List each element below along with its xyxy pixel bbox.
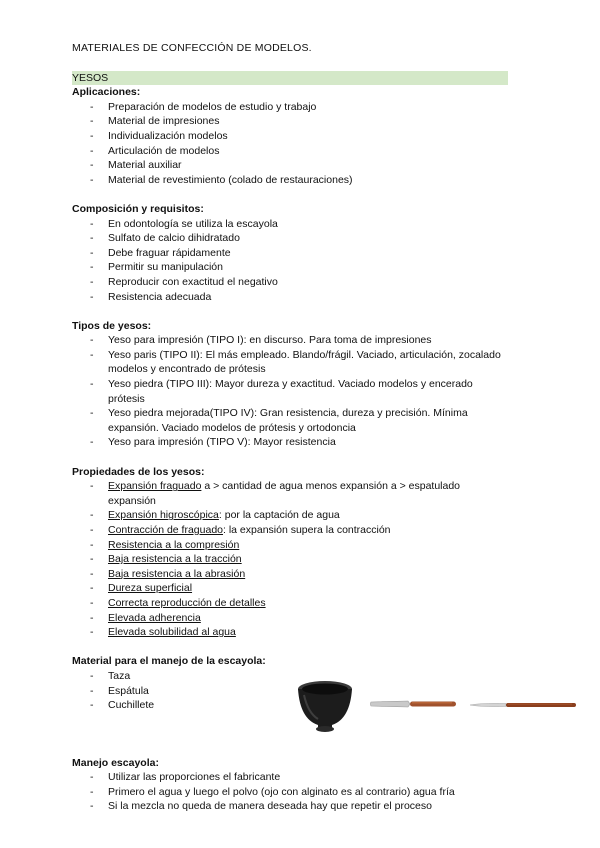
heading-aplicaciones: Aplicaciones: — [72, 86, 141, 99]
list-item: - Debe fraguar rápidamente — [72, 246, 508, 261]
list-item — [72, 581, 508, 596]
property-term: Expansión higroscópica — [108, 509, 219, 522]
rubber-bowl-image — [296, 679, 354, 733]
list-item: - Articulación de modelos — [72, 144, 508, 159]
list-item: - Si la mezcla no queda de manera deseada hay que repetir el proceso — [72, 799, 508, 814]
list-item: - Permitir su manipulación — [72, 260, 508, 275]
list-item — [72, 625, 508, 640]
list-composicion — [72, 217, 508, 305]
heading-tipos: Tipos de yesos: — [72, 319, 152, 332]
section-aplicaciones — [72, 85, 508, 187]
list-item: - Sulfato de calcio dihidratado — [72, 231, 508, 246]
property-term: Contracción de fraguado — [108, 524, 223, 536]
list-aplicaciones — [72, 100, 508, 188]
heading-material: Material para el manejo de la escayola: — [72, 655, 266, 668]
property-detail: a > cantidad de agua menos expansión a > espatulado expansión — [108, 480, 461, 507]
list-item: - Yeso piedra (TIPO III): Mayor dureza y exactitud. Vaciado modelos y encerado prótesis — [72, 377, 508, 406]
section-banner-yesos: YESOS — [72, 71, 508, 86]
list-item — [72, 479, 508, 508]
list-item: - Primero el agua y luego el polvo (ojo con alginato es al contrario) agua fría — [72, 785, 508, 800]
list-item — [72, 567, 508, 582]
property-term: Baja resistencia a la tracción — [108, 553, 242, 566]
spatula-image — [370, 699, 458, 709]
section-manejo — [72, 756, 508, 814]
list-item: - Yeso para impresión (TIPO V): Mayor resistencia — [72, 435, 508, 450]
list-item: - Preparación de modelos de estudio y trabajo — [72, 100, 508, 115]
heading-composicion: Composición y requisitos: — [72, 202, 204, 215]
section-propiedades — [72, 465, 508, 640]
list-item: - Cuchillete — [72, 698, 508, 713]
property-term: Resistencia a la compresión — [108, 538, 240, 551]
list-item: - Yeso piedra mejorada(TIPO IV): Gran resistencia, dureza y precisión. Mínima expansión. Vaciado modelos de prótesis y ortodoncia — [72, 406, 508, 435]
document-page — [72, 41, 508, 829]
list-propiedades — [72, 479, 508, 640]
list-item — [72, 611, 508, 626]
list-manejo — [72, 770, 508, 814]
list-item: - Yeso paris (TIPO II): El más empleado. Blando/frágil. Vaciado, articulación, zocalado modelos y encontrado de prótesis — [72, 348, 508, 377]
section-tipos — [72, 319, 508, 450]
heading-manejo: Manejo escayola: — [72, 756, 159, 769]
list-item — [72, 596, 508, 611]
property-detail: : por la captación de agua — [218, 509, 340, 522]
document-title: MATERIALES DE CONFECCIÓN DE MODELOS. — [72, 42, 312, 54]
list-item: - Espátula — [72, 684, 508, 699]
section-material — [72, 654, 508, 741]
list-item: - En odontología se utiliza la escayola — [72, 217, 508, 232]
list-item: - Resistencia adecuada — [72, 290, 508, 305]
list-item — [72, 538, 508, 553]
list-item: - Material de revestimiento (colado de restauraciones) — [72, 173, 508, 188]
list-item: - Material de impresiones — [72, 114, 508, 129]
heading-propiedades: Propiedades de los yesos: — [72, 465, 205, 478]
list-item: - Individualización modelos — [72, 129, 508, 144]
property-term: Elevada adherencia — [108, 611, 201, 624]
property-term: Expansión fraguado — [108, 480, 202, 493]
list-item: - Reproducir con exactitud el negativo — [72, 275, 508, 290]
property-term: Elevada solubilidad al agua — [108, 626, 236, 639]
property-term: Dureza superficial — [108, 582, 193, 595]
list-item: - Taza — [72, 669, 508, 684]
list-item — [72, 552, 508, 567]
list-item: - Material auxiliar — [72, 158, 508, 173]
property-detail: : la expansión supera la contracción — [223, 524, 391, 536]
property-term: Correcta reproducción de detalles — [108, 596, 266, 609]
list-item: - Utilizar las proporciones el fabricante — [72, 770, 508, 785]
list-item: - Yeso para impresión (TIPO I): en discurso. Para toma de impresiones — [72, 333, 508, 348]
material-list-with-images — [72, 669, 508, 741]
list-item — [72, 523, 508, 538]
tools-illustration — [296, 679, 586, 735]
list-tipos — [72, 333, 508, 450]
list-item — [72, 508, 508, 523]
knife-image — [470, 701, 578, 709]
section-composicion — [72, 202, 508, 304]
property-term: Baja resistencia a la abrasión — [108, 567, 246, 580]
